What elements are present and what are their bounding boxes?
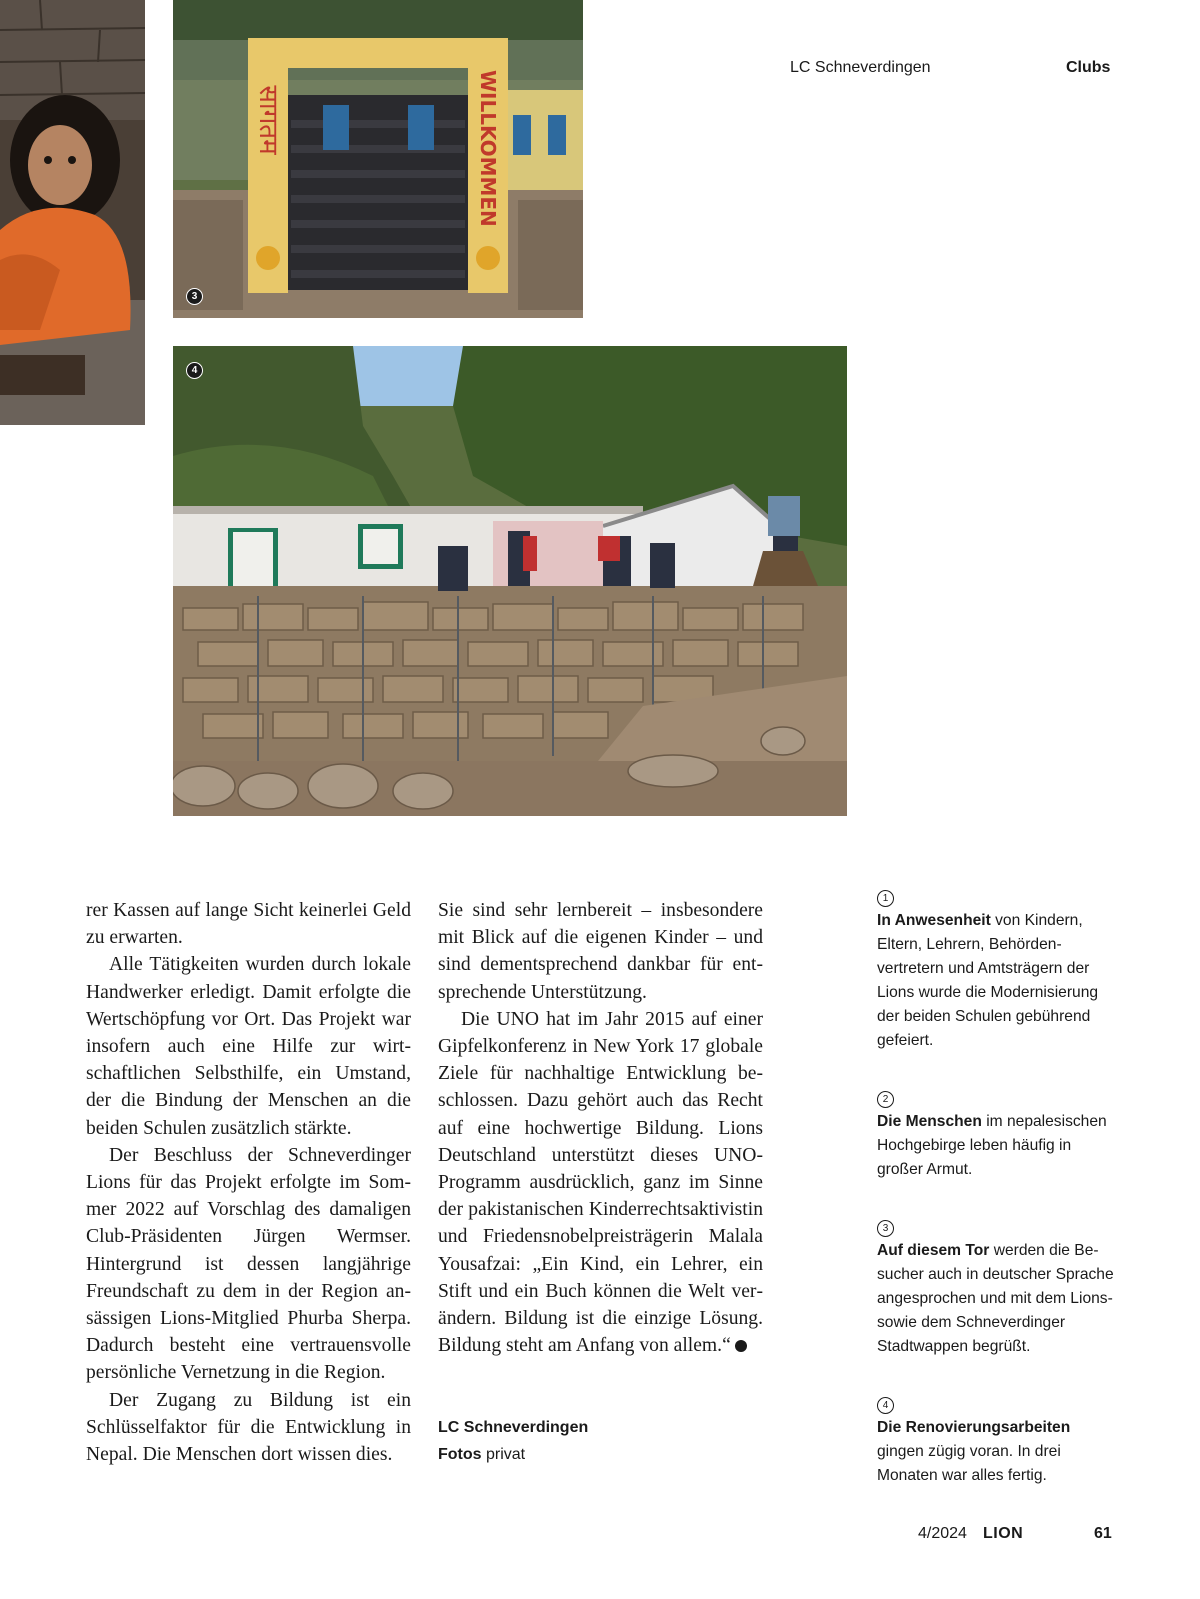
caption-2 xyxy=(877,1091,1117,1182)
paragraph: rer Kassen auf lange Sicht keinerlei Geld zu erwarten. xyxy=(86,900,411,949)
caption-text: werden die Besucher auch in deutscher Sprache angesprochen und mit dem Lions- sowie dem Schneverdinger Stadtwappen begrüßt. xyxy=(877,1242,1114,1355)
article-column-2 xyxy=(438,897,763,1359)
gate-right-banner: WILLKOMMEN xyxy=(476,70,500,227)
caption-lead: Die Renovierungsarbeiten xyxy=(877,1419,1071,1436)
footer-brand: LION xyxy=(983,1525,1024,1542)
article-column-1 xyxy=(86,897,411,1468)
caption-4 xyxy=(877,1397,1117,1488)
caption-text: von Kindern, Eltern, Lehrern, Behördenvertretern und Amtsträgern der Lions wurde die Modernisierung der beiden Schulen gebührend gefeiert. xyxy=(877,912,1099,1049)
caption-number: 1 xyxy=(877,890,894,907)
footer-issue: 4/2024 xyxy=(918,1525,967,1542)
caption-number: 4 xyxy=(877,1397,894,1414)
running-header-club: LC Schneverdingen xyxy=(790,59,931,76)
photo-captions xyxy=(877,890,1117,1526)
paragraph: Alle Tätigkeiten wurden durch lokale Handwerker erledigt. Damit erfolgte die Wertschöpfung vor Ort. Das Projekt war insofern auch eine Hilfe zur wirtschaftlichen Selbsthilfe, ein Umstand, der die Bindung der Menschen an die beiden Schulen zusätzlich stärkte. xyxy=(86,954,411,1139)
gate-left-banner: सागतम xyxy=(253,85,283,155)
paragraph: Sie sind sehr lernbereit – insbesondere mit Blick auf die eigenen Kinder – und sind dementsprechend dankbar für entsprechende Unterstützung. xyxy=(438,900,763,1003)
paragraph-text: Die UNO hat im Jahr 2015 auf einer Gipfelkonferenz in New York 17 globale Ziele für nachhaltige Entwicklung beschlossen. Dazu gehört auch das Recht auf eine hochwertige Bildung. Lions Deutschland unterstützt dieses UNO-Programm ausdrücklich, ganz im Sinne der pakistanischen Kinderrechtsaktivistin und Friedensnobelpreisträgerin Malala Yousafzai: „Ein Kind, ein Lehrer, ein Stift und ein Buch können die Welt verändern. Bildung ist die einzige Lösung. Bildung steht am Anfang von allem.“ xyxy=(438,1008,763,1357)
caption-lead: Auf diesem Tor xyxy=(877,1242,990,1259)
caption-3 xyxy=(877,1220,1117,1359)
photo-credit-label: Fotos xyxy=(438,1446,482,1463)
running-header-section: Clubs xyxy=(1066,59,1111,76)
page-number: 61 xyxy=(1094,1525,1112,1542)
author-credit: LC Schneverdingen xyxy=(438,1419,589,1436)
paragraph: Der Beschluss der Schneverdinger Lions für das Projekt erfolgte im Sommer 2022 auf Vorschlag des damaligen Club-Präsidenten Jürgen Wermser. Hintergrund ist dessen langjährige Freundschaft zu dem in der Region ansässigen Lions-Mitglied Phurba Sherpa. Dadurch besteht eine vertrauensvolle persönliche Vernetzung in die Region. xyxy=(86,1144,411,1384)
paragraph xyxy=(438,1006,763,1360)
caption-lead: In Anwesenheit xyxy=(877,912,991,929)
photo-gate xyxy=(173,0,583,318)
photo-credit-value: privat xyxy=(486,1446,526,1463)
caption-number: 3 xyxy=(877,1220,894,1237)
photo-number-3: 3 xyxy=(186,288,203,305)
paragraph: Der Zugang zu Bildung ist ein Schlüsselfaktor für die Entwicklung in Nepal. Die Menschen dort wissen dies. xyxy=(86,1389,411,1466)
caption-text: gingen zügig voran. In drei Monaten war alles fertig. xyxy=(877,1443,1061,1484)
photo-girl xyxy=(0,0,145,425)
article-end-icon xyxy=(735,1340,747,1352)
photo-number-4: 4 xyxy=(186,362,203,379)
photo-construction xyxy=(173,346,847,816)
caption-1 xyxy=(877,890,1117,1053)
caption-lead: Die Menschen xyxy=(877,1113,982,1130)
caption-number: 2 xyxy=(877,1091,894,1108)
caption-text: im nepalesischen Hochgebirge leben häufig in großer Armut. xyxy=(877,1113,1107,1178)
article-credits xyxy=(438,1414,588,1468)
